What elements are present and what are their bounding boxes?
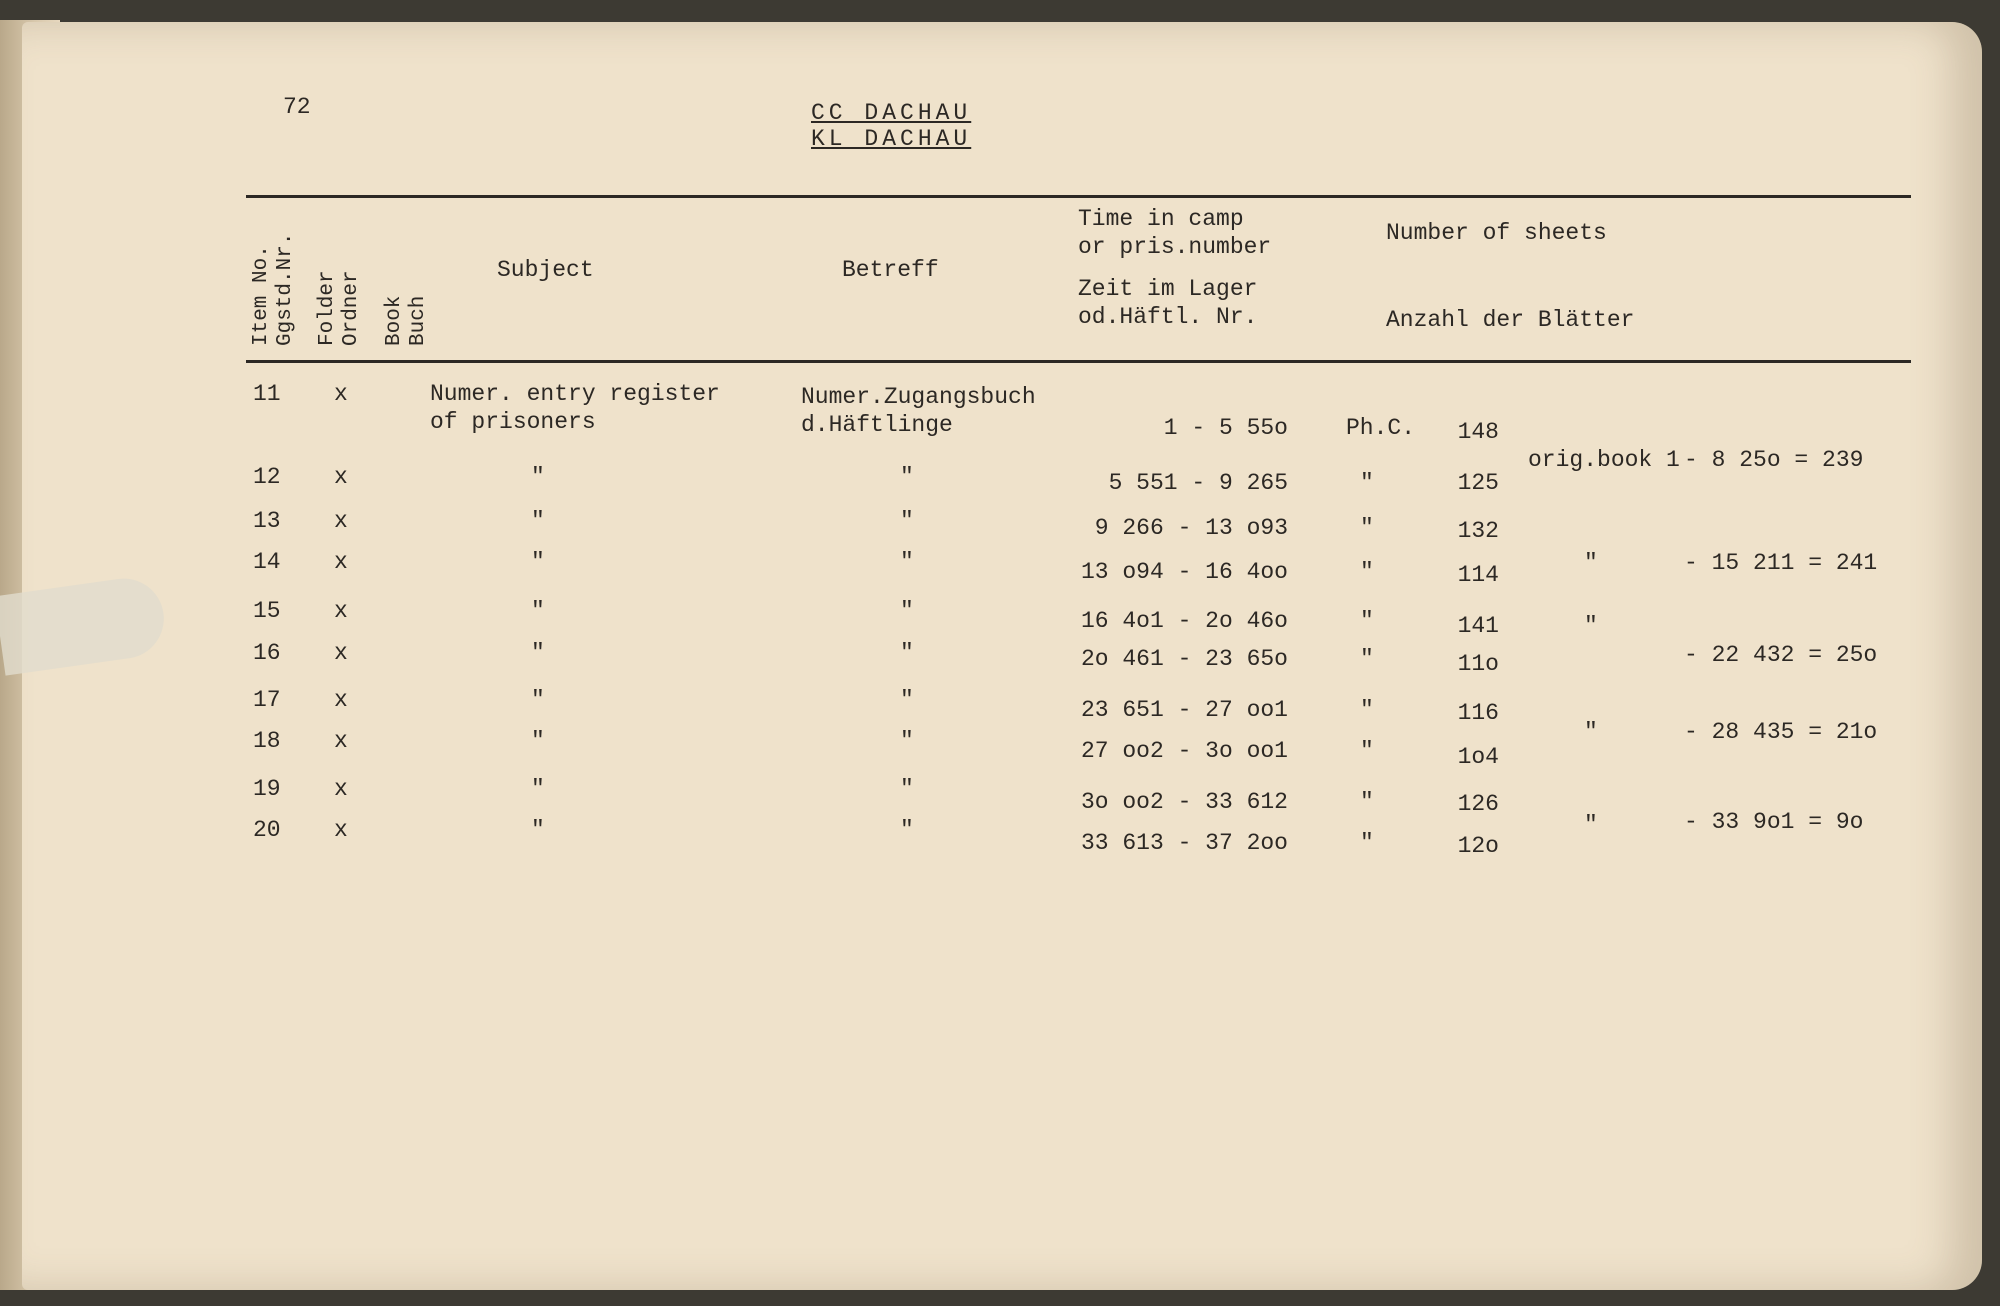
subject-ditto: " xyxy=(531,728,545,754)
header-sheets-de: Anzahl der Blätter xyxy=(1386,307,1635,333)
prisoner-number-range: 1 - 5 55o xyxy=(1163,415,1288,441)
record-type-ditto: " xyxy=(1360,830,1374,856)
betreff-ditto: " xyxy=(900,598,914,624)
sheet-count: 114 xyxy=(1457,562,1499,588)
record-type-ditto: " xyxy=(1360,646,1374,672)
header-time-en-2: or pris.number xyxy=(1078,234,1272,260)
sheet-count: 116 xyxy=(1457,700,1499,726)
record-type-ditto: " xyxy=(1360,515,1374,541)
record-type-ditto: " xyxy=(1360,470,1374,496)
note-prefix: orig.book 1 xyxy=(1528,447,1680,473)
prisoner-number-range: 13 o94 - 16 4oo xyxy=(1080,559,1288,585)
item-number: 13 xyxy=(253,508,281,534)
sheet-count: 141 xyxy=(1457,613,1499,639)
note-range: - 22 432 = 25o xyxy=(1684,642,1878,668)
betreff-ditto: " xyxy=(900,464,914,490)
betreff-ditto: " xyxy=(900,776,914,802)
note-range: - 33 9o1 = 9o xyxy=(1684,809,1864,835)
folder-mark: x xyxy=(334,817,348,843)
header-subject: Subject xyxy=(497,257,594,283)
note-ditto: " xyxy=(1584,613,1598,639)
record-type: Ph.C. xyxy=(1346,415,1416,441)
subject-ditto: " xyxy=(531,464,545,490)
sheet-count: 125 xyxy=(1457,470,1499,496)
prisoner-number-range: 16 4o1 - 2o 46o xyxy=(1080,608,1288,634)
sheet-count: 12o xyxy=(1457,833,1499,859)
prisoner-number-range: 23 651 - 27 oo1 xyxy=(1080,697,1288,723)
prisoner-number-range: 2o 461 - 23 65o xyxy=(1080,646,1288,672)
note-range: - 8 25o = 239 xyxy=(1684,447,1864,473)
header-top-rule xyxy=(246,195,1911,198)
prisoner-number-range: 5 551 - 9 265 xyxy=(1108,470,1288,496)
item-number: 11 xyxy=(253,381,281,407)
title-line-1: CC DACHAU xyxy=(811,100,972,126)
item-number: 15 xyxy=(253,598,281,624)
betreff-ditto: " xyxy=(900,508,914,534)
folder-mark: x xyxy=(334,549,348,575)
subject-ditto: " xyxy=(531,549,545,575)
header-folder: Folder Ordner xyxy=(316,270,363,346)
header-time-de-1: Zeit im Lager xyxy=(1078,276,1258,302)
folder-mark: x xyxy=(334,508,348,534)
folder-mark: x xyxy=(334,598,348,624)
sheet-count: 126 xyxy=(1457,791,1499,817)
note-ditto: " xyxy=(1584,719,1598,745)
item-number: 16 xyxy=(253,640,281,666)
note-ditto: " xyxy=(1584,550,1598,576)
prisoner-number-range: 9 266 - 13 o93 xyxy=(1094,515,1288,541)
header-book: Book Buch xyxy=(383,295,430,346)
header-sheets-en: Number of sheets xyxy=(1386,220,1607,246)
prisoner-number-range: 33 613 - 37 2oo xyxy=(1080,830,1288,856)
item-number: 19 xyxy=(253,776,281,802)
header-item-no: Item No. Ggstd.Nr. xyxy=(250,232,297,346)
prisoner-number-range: 3o oo2 - 33 612 xyxy=(1080,789,1288,815)
item-number: 18 xyxy=(253,728,281,754)
subject-ditto: " xyxy=(531,817,545,843)
note-ditto: " xyxy=(1584,812,1598,838)
folder-mark: x xyxy=(334,381,348,407)
subject-ditto: " xyxy=(531,508,545,534)
betreff-ditto: " xyxy=(900,728,914,754)
folder-mark: x xyxy=(334,728,348,754)
item-number: 20 xyxy=(253,817,281,843)
record-type-ditto: " xyxy=(1360,738,1374,764)
folder-mark: x xyxy=(334,687,348,713)
sheet-count: 1o4 xyxy=(1457,744,1499,770)
subject-ditto: " xyxy=(531,687,545,713)
header-time-de-2: od.Häftl. Nr. xyxy=(1078,304,1258,330)
betreff: Numer.Zugangsbuch xyxy=(801,384,1036,410)
note-range: - 28 435 = 21o xyxy=(1684,719,1878,745)
folder-mark: x xyxy=(334,464,348,490)
subject-ditto: " xyxy=(531,640,545,666)
betreff-ditto: " xyxy=(900,549,914,575)
item-number: 12 xyxy=(253,464,281,490)
betreff-ditto: " xyxy=(900,640,914,666)
betreff-ditto: " xyxy=(900,687,914,713)
page-number: 72 xyxy=(283,94,311,120)
header-time-en-1: Time in camp xyxy=(1078,206,1244,232)
folder-mark: x xyxy=(334,640,348,666)
record-type-ditto: " xyxy=(1360,697,1374,723)
record-type-ditto: " xyxy=(1360,789,1374,815)
title-line-2: KL DACHAU xyxy=(811,126,972,152)
subject-ditto: " xyxy=(531,598,545,624)
betreff-ditto: " xyxy=(900,817,914,843)
sheet-count: 11o xyxy=(1457,651,1499,677)
betreff-line-2: d.Häftlinge xyxy=(801,412,953,438)
sheet-count: 148 xyxy=(1457,419,1499,445)
header-bottom-rule xyxy=(246,360,1911,363)
record-type-ditto: " xyxy=(1360,608,1374,634)
subject-line-2: of prisoners xyxy=(430,409,596,435)
note-range: - 15 211 = 241 xyxy=(1684,550,1878,576)
subject: Numer. entry register xyxy=(430,381,720,407)
item-number: 17 xyxy=(253,687,281,713)
folder-mark: x xyxy=(334,776,348,802)
record-type-ditto: " xyxy=(1360,559,1374,585)
header-betreff: Betreff xyxy=(842,257,939,283)
subject-ditto: " xyxy=(531,776,545,802)
prisoner-number-range: 27 oo2 - 3o oo1 xyxy=(1080,738,1288,764)
sheet-count: 132 xyxy=(1457,518,1499,544)
item-number: 14 xyxy=(253,549,281,575)
